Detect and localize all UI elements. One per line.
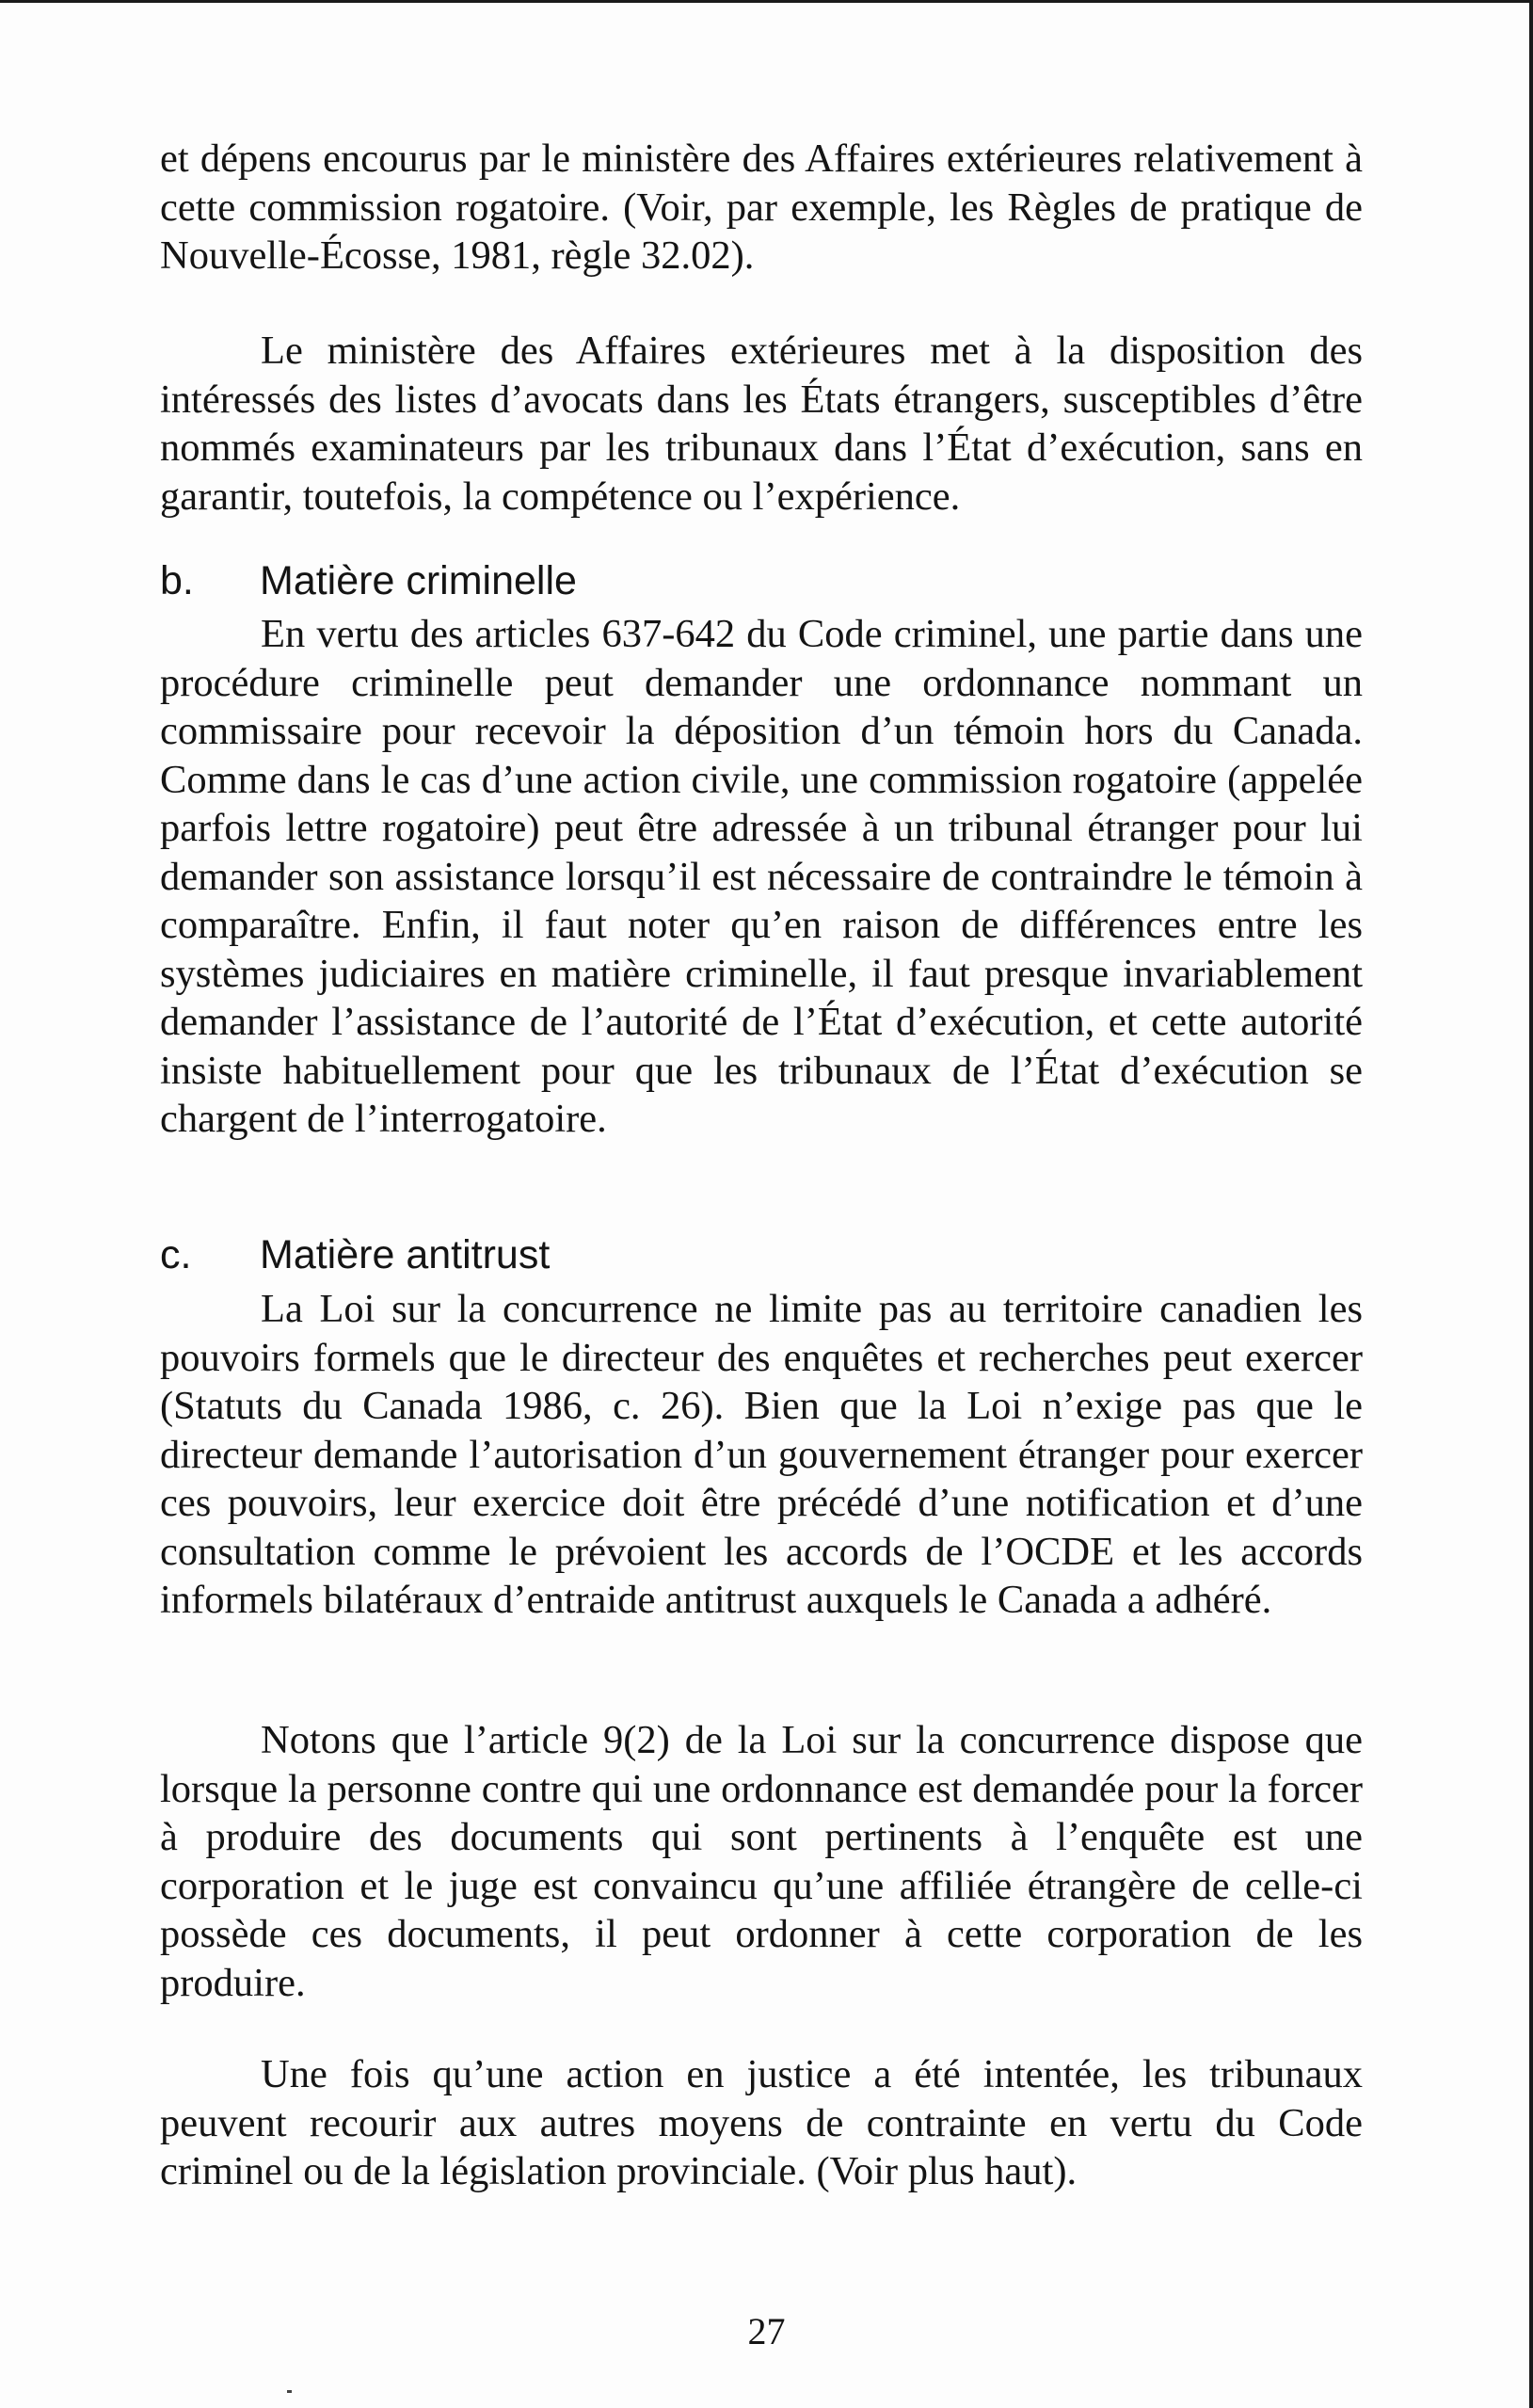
paragraph-legal-action [160,2050,1363,2196]
paragraph-commission-costs [160,135,1363,281]
paragraph-text: La Loi sur la concurrence ne limite pas au territoire canadien les pouvoirs formels que le directeur des enquêtes et recherches peut exercer (Statuts du Canada 1986, c. 26). Bien que la Loi n’exige pas que le directeur demande l’autorisation d’un gouvernement étranger pour exercer ces pouvoirs, leur exercice doit être précédé d’une notification et d’une consultation comme le prévoient les accords de l’OCDE et les accords informels bilatéraux d’entraide antitrust auxquels le Canada a adhéré. [160,1287,1363,1622]
paragraph-article-9-2 [160,1716,1363,2007]
section-title: Matière criminelle [260,558,577,603]
section-letter: c. [160,1232,192,1277]
paragraph-text: Le ministère des Affaires extérieures met à la disposition des intéressés des listes d’avocats dans les États étrangers, susceptibles d’être nommés examinateurs par les tribunaux dans l’État d’exécution, sans en garantir, toutefois, la compétence ou l’expérience. [160,329,1363,519]
scan-speck [287,2390,292,2393]
paragraph-criminal-matters [160,610,1363,1144]
page-number: 27 [747,2310,786,2352]
paragraph-text: En vertu des articles 637-642 du Code criminel, une partie dans une procédure criminelle peut demander une ordonnance nommant un commissaire pour recevoir la déposition d’un témoin hors du Canada. Comme dans le cas d’une action civile, une commission rogatoire (appelée parfois lettre rogatoire) peut être adressée à un tribunal étranger pour lui demander son assistance lorsqu’il est nécessaire de contraindre le témoin à comparaître. Enfin, il faut noter qu’en raison de différences entre les systèmes judiciaires en matière criminelle, il faut presque invariablement demander l’assistance de l’autorité de l’État d’exécution, et cette autorité insiste habituellement pour que les tribunaux de l’État d’exécution se chargent de l’interrogatoire. [160,612,1363,1141]
paragraph-text: Une fois qu’une action en justice a été intentée, les tribunaux peuvent recourir aux autres moyens de contrainte en vertu du Code criminel ou de la législation provinciale. (Voir plus haut). [160,2052,1363,2193]
paragraph-text: et dépens encourus par le ministère des Affaires extérieures relativement à cette commission rogatoire. (Voir, par exemple, les Règles de pratique de Nouvelle-Écosse, 1981, règle 32.02). [160,136,1363,278]
section-title: Matière antitrust [260,1232,551,1277]
section-heading-antitrust [160,1230,550,1279]
paragraph-lawyer-lists [160,327,1363,521]
paragraph-text: Notons que l’article 9(2) de la Loi sur la concurrence dispose que lorsque la personne contre qui une ordonnance est demandée pour la forcer à produire des documents qui sont pertinents à l’enquête est une corporation et le juge est convaincu qu’une affiliée étrangère de celle-ci possède ces documents, il peut ordonner à cette corporation de les produire. [160,1718,1363,2005]
paragraph-competition-act [160,1285,1363,1625]
section-letter: b. [160,558,194,603]
section-heading-criminal [160,556,577,605]
